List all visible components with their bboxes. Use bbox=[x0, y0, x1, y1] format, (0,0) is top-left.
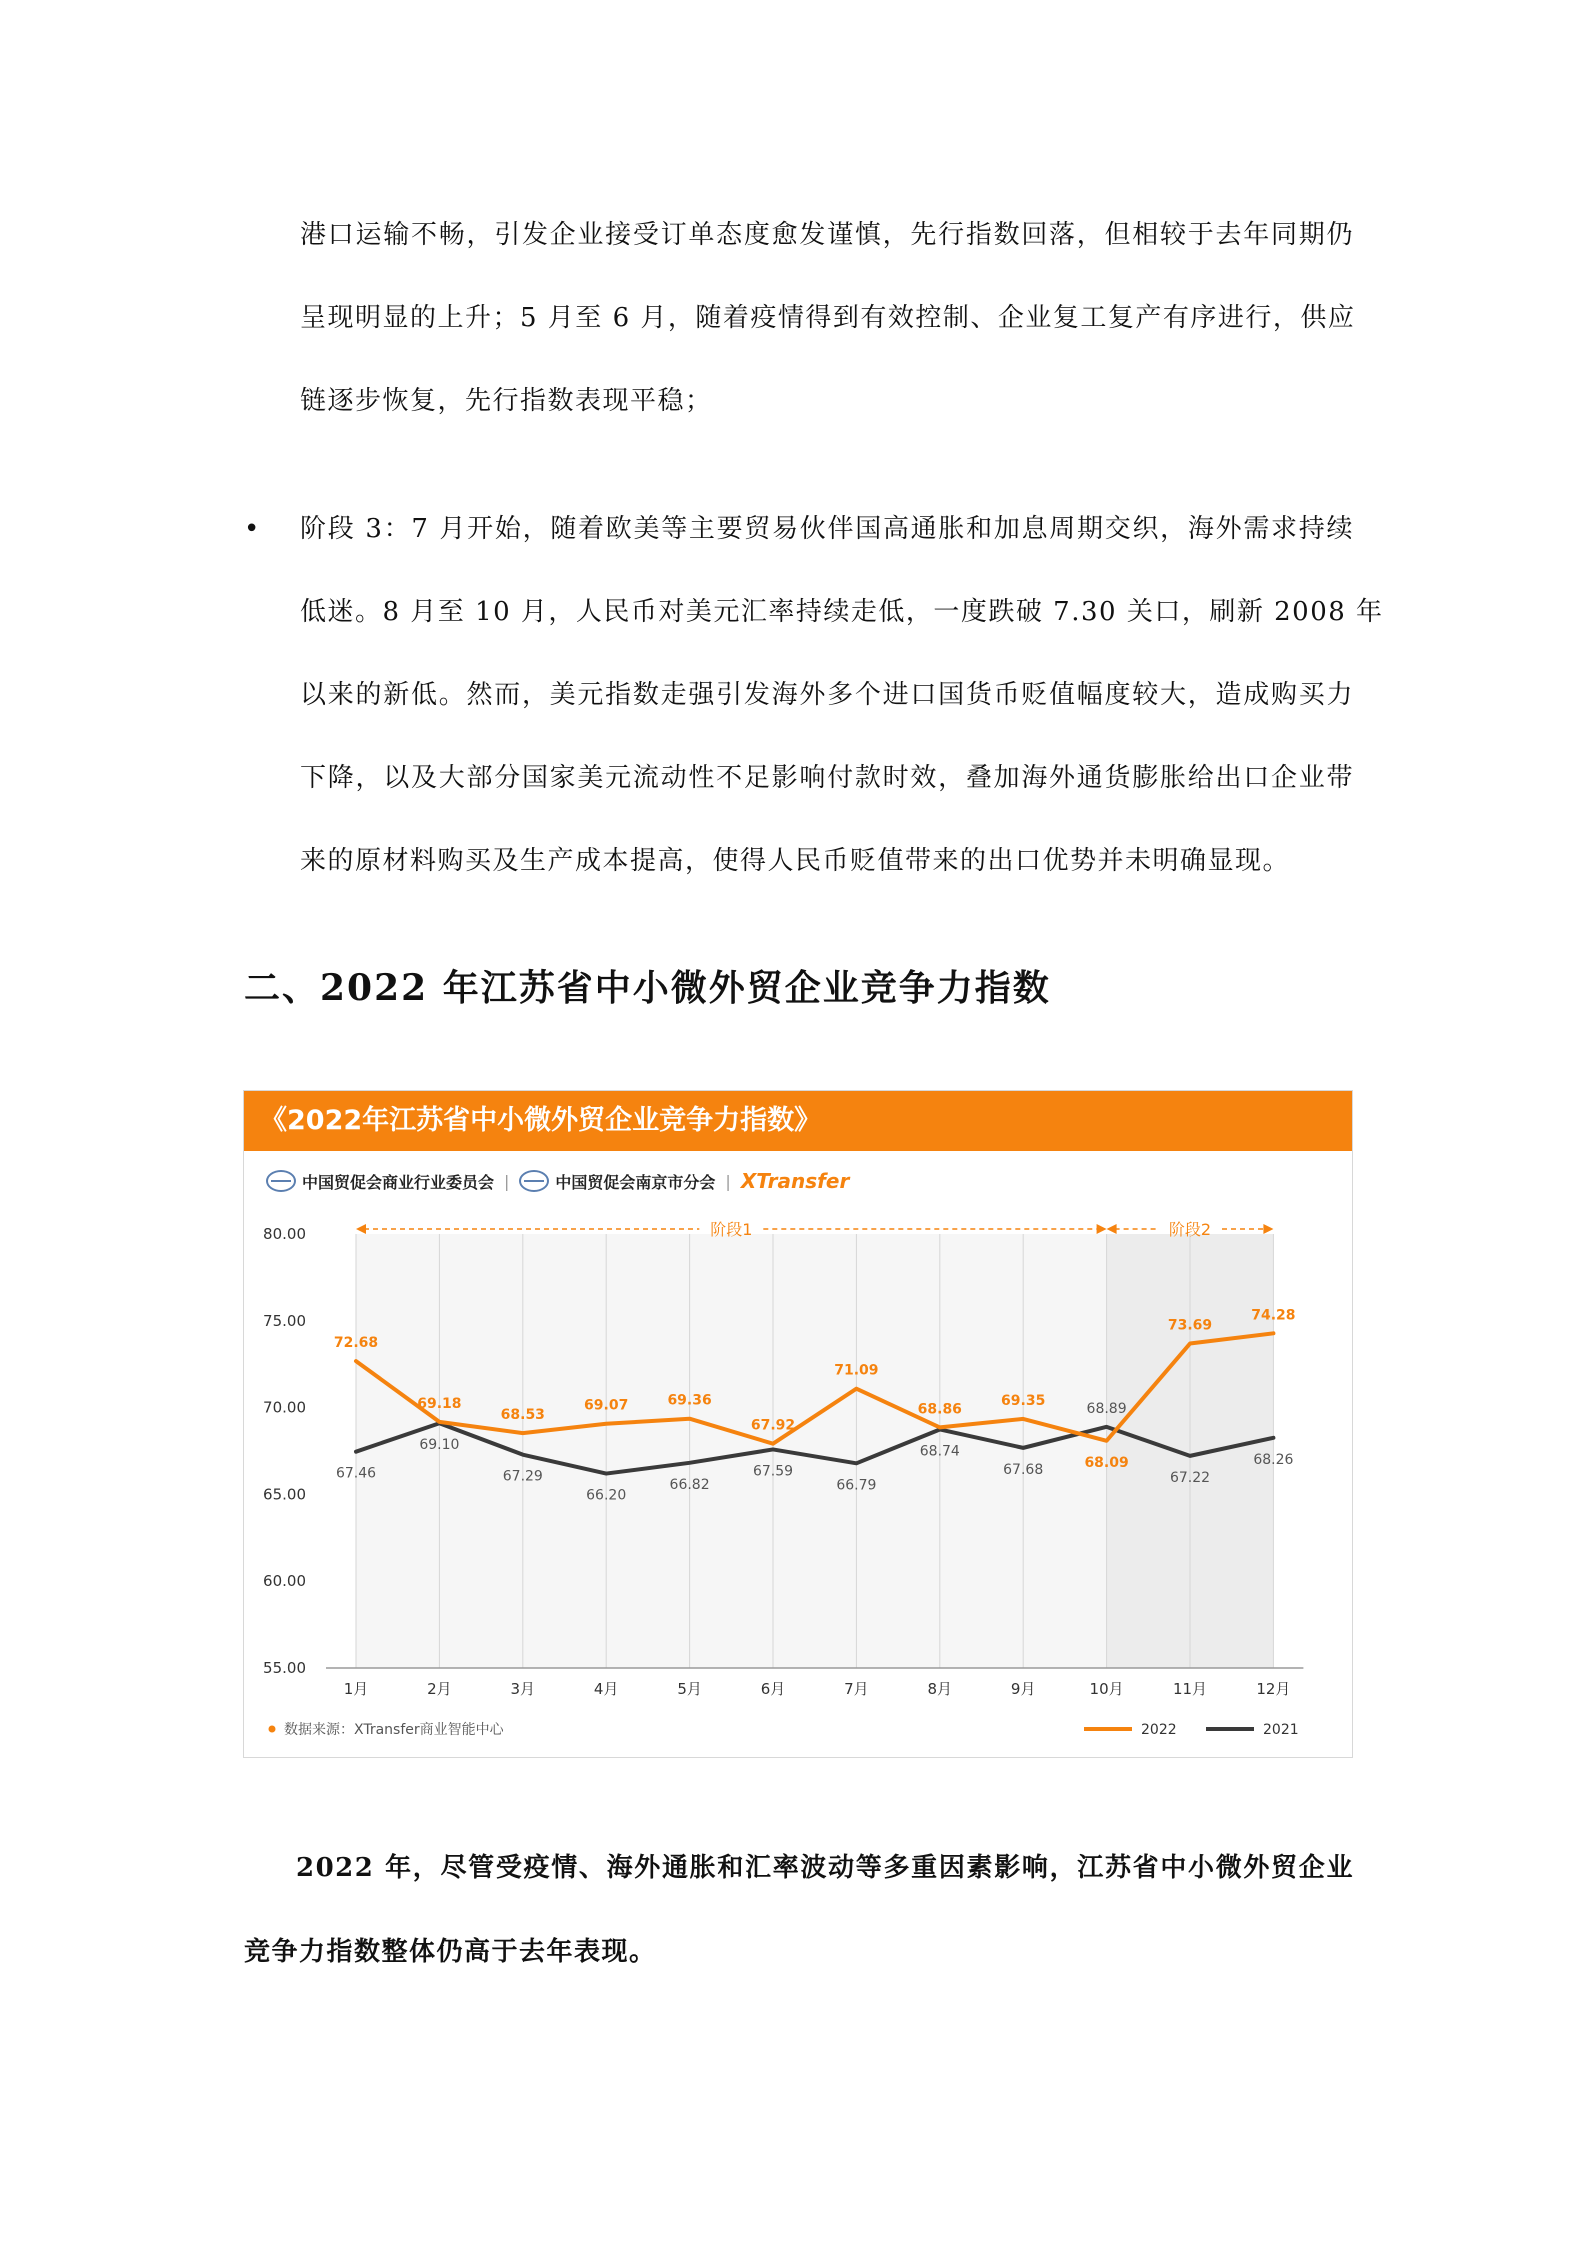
x-tick-label: 7月 bbox=[844, 1680, 869, 1698]
text-line: 来的原材料购买及生产成本提高，使得人民币贬值带来的出口优势并未明确显现。 bbox=[300, 846, 1291, 876]
text-line: 竞争力指数整体仍高于去年表现。 bbox=[244, 1937, 657, 1967]
data-label-2021: 67.29 bbox=[502, 1468, 543, 1485]
data-label-2021: 68.89 bbox=[1086, 1400, 1127, 1417]
phase2-arrowhead-left bbox=[1107, 1224, 1117, 1234]
data-label-2021: 68.26 bbox=[1253, 1451, 1294, 1468]
data-label-2021: 67.59 bbox=[752, 1463, 794, 1480]
line-chart bbox=[244, 1091, 1352, 1757]
data-source-note: 数据来源：XTransfer商业智能中心 bbox=[284, 1722, 504, 1738]
data-label-2022: 69.07 bbox=[584, 1397, 629, 1414]
y-tick-label: 70.00 bbox=[263, 1398, 306, 1417]
data-label-2022: 69.18 bbox=[417, 1395, 462, 1412]
data-label-2022: 68.53 bbox=[500, 1407, 545, 1424]
text-line: 港口运输不畅，引发企业接受订单态度愈发谨慎，先行指数回落，但相较于去年同期仍 bbox=[300, 220, 1354, 250]
logo-separator: | bbox=[504, 1171, 510, 1191]
x-tick-label: 3月 bbox=[510, 1680, 536, 1698]
data-label-2021: 67.46 bbox=[335, 1465, 377, 1482]
data-label-2021: 66.79 bbox=[836, 1477, 877, 1494]
org-name-nanjing: 中国贸促会南京市分会 bbox=[555, 1172, 716, 1192]
y-tick-label: 55.00 bbox=[263, 1659, 306, 1677]
phase2-label: 阶段2 bbox=[1168, 1220, 1212, 1239]
phase2-arrowhead-right bbox=[1263, 1224, 1273, 1234]
data-label-2022: 67.92 bbox=[750, 1417, 796, 1434]
data-label-2021: 69.10 bbox=[419, 1437, 460, 1454]
phase1-arrowhead-left bbox=[356, 1224, 366, 1234]
text-line: 低迷。8 月至 10 月，人民币对美元汇率持续走低，一度跌破 7.30 关口，刷新 2008 年 bbox=[300, 597, 1384, 627]
legend-label-2021: 2021 bbox=[1263, 1722, 1299, 1738]
data-label-2022: 68.09 bbox=[1084, 1454, 1129, 1471]
data-label-2022: 69.36 bbox=[667, 1392, 712, 1409]
text-line: 以来的新低。然而，美元指数走强引发海外多个进口国货币贬值幅度较大，造成购买力 bbox=[300, 680, 1354, 710]
x-tick-label: 4月 bbox=[593, 1680, 619, 1698]
legend-label-2022: 2022 bbox=[1141, 1722, 1177, 1738]
data-label-2021: 67.68 bbox=[1003, 1461, 1044, 1478]
x-tick-label: 12月 bbox=[1256, 1680, 1291, 1698]
x-tick-label: 8月 bbox=[927, 1680, 953, 1698]
phase1-band bbox=[356, 1234, 1107, 1668]
xtransfer-logo: XTransfer bbox=[740, 1169, 850, 1193]
data-label-2022: 68.86 bbox=[917, 1401, 962, 1418]
data-label-2022: 72.68 bbox=[333, 1335, 379, 1352]
data-label-2022: 69.35 bbox=[1001, 1392, 1046, 1409]
data-label-2021: 66.82 bbox=[669, 1476, 710, 1493]
chart-title-banner: 《2022年江苏省中小微外贸企业竞争力指数》 bbox=[244, 1091, 1352, 1151]
y-tick-label: 65.00 bbox=[263, 1485, 306, 1504]
phase1-label: 阶段1 bbox=[710, 1220, 753, 1239]
bullet-marker: • bbox=[244, 514, 260, 544]
section-heading: 二、2022 年江苏省中小微外贸企业竞争力指数 bbox=[244, 967, 1051, 1009]
paragraph-continuation bbox=[300, 194, 1354, 443]
chart-figure bbox=[243, 1090, 1353, 1758]
data-label-2021: 66.20 bbox=[586, 1487, 627, 1504]
x-tick-label: 10月 bbox=[1089, 1680, 1124, 1698]
text-line: 2022 年，尽管受疫情、海外通胀和汇率波动等多重因素影响，江苏省中小微外贸企业 bbox=[296, 1853, 1354, 1883]
bullet-paragraph bbox=[300, 488, 1384, 903]
x-tick-label: 2月 bbox=[427, 1680, 452, 1698]
text-line: 链逐步恢复，先行指数表现平稳； bbox=[300, 386, 713, 416]
text-line: 下降，以及大部分国家美元流动性不足影响付款时效，叠加海外通货膨胀给出口企业带 bbox=[300, 763, 1354, 793]
source-bullet-icon bbox=[269, 1726, 276, 1733]
data-label-2022: 74.28 bbox=[1251, 1307, 1296, 1324]
text-line: 呈现明显的上升；5 月至 6 月，随着疫情得到有效控制、企业复工复产有序进行，供应 bbox=[300, 303, 1356, 333]
phase1-arrowhead-right bbox=[1097, 1224, 1107, 1234]
x-tick-label: 9月 bbox=[1010, 1680, 1036, 1698]
y-tick-label: 80.00 bbox=[263, 1225, 306, 1243]
x-tick-label: 5月 bbox=[677, 1680, 702, 1698]
x-tick-label: 11月 bbox=[1172, 1680, 1208, 1698]
org-name-commerce: 中国贸促会商业行业委员会 bbox=[302, 1172, 495, 1192]
data-label-2021: 68.74 bbox=[919, 1443, 960, 1460]
y-tick-label: 75.00 bbox=[263, 1311, 306, 1330]
y-tick-label: 60.00 bbox=[263, 1572, 306, 1591]
data-label-2021: 67.22 bbox=[1169, 1469, 1211, 1486]
data-label-2022: 71.09 bbox=[834, 1362, 879, 1379]
paragraph-summary bbox=[244, 1826, 1354, 1994]
x-tick-label: 6月 bbox=[760, 1680, 786, 1698]
text-line: 阶段 3：7 月开始，随着欧美等主要贸易伙伴国高通胀和加息周期交织，海外需求持续 bbox=[300, 514, 1354, 544]
x-tick-label: 1月 bbox=[343, 1680, 369, 1698]
logo-separator: | bbox=[725, 1171, 731, 1191]
data-label-2022: 73.69 bbox=[1167, 1317, 1213, 1334]
